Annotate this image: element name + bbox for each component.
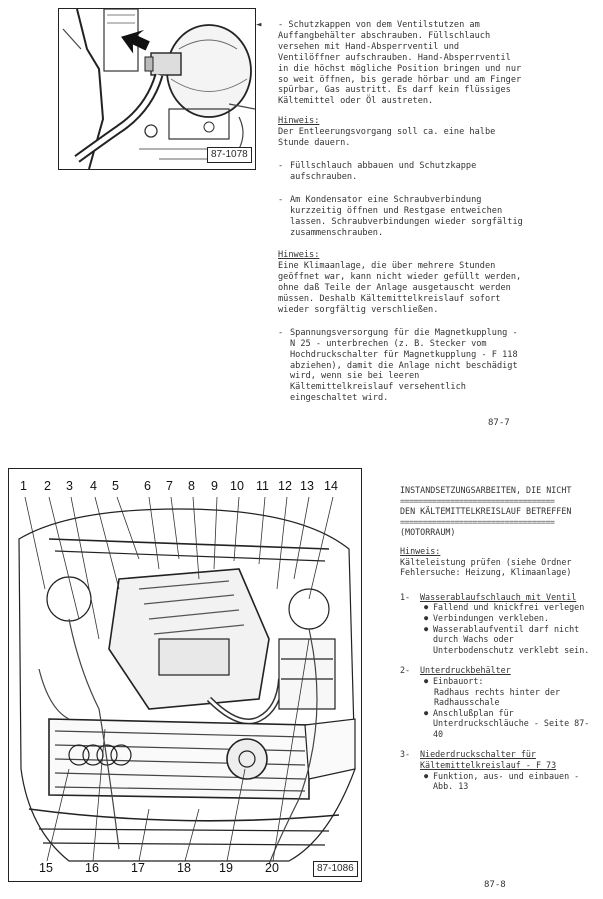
- callout-label: 8: [188, 479, 195, 493]
- hinweis-block-1: [278, 116, 524, 149]
- hinweis-label-2: Hinweis:: [278, 250, 320, 261]
- legend-bullet: ● Verbindungen verkleben.: [424, 613, 596, 624]
- legend-item-number: 3-: [400, 749, 411, 760]
- callout-label: 11: [256, 479, 269, 493]
- legend-item-title: Wasserablaufschlauch mit Ventil: [420, 591, 577, 602]
- callout-label: 6: [144, 479, 151, 493]
- top-text-column: [256, 20, 524, 404]
- legend-bullet: ● Anschlußplan für Unterdruckschläuche - Seite 87-40: [424, 708, 596, 740]
- callout-label: 2: [44, 479, 51, 493]
- step-item: - Am Kondensator eine Schraubverbindung kurzzeitig öffnen und Restgase entweichen lassen. Schraubverbindungen wieder sorgfältig zusammenschrauben.: [278, 194, 523, 238]
- step-item: - Spannungsversorgung für die Magnetkupplung - N 25 - unterbrechen (z. B. Stecker vom Hochdruckschalter für Magnetkupplung - F 118 abziehen), damit die Anlage nicht beschädigt wird, wenn sie bei leeren Kältemittelkreislauf versehentlich eingeschaltet wird.: [278, 327, 518, 404]
- heading-separator: ==================================: [400, 516, 555, 527]
- hinweis-text: Kälteleistung prüfen (siehe Ordner Fehlersuche: Heizung, Klimaanlage): [400, 556, 572, 578]
- callout-label: 5: [112, 479, 119, 493]
- legend-bullet-detail: Radhaus rechts hinter der Radhausschale: [434, 686, 561, 708]
- callout-label: 13: [300, 479, 314, 493]
- legend-item-number: 1-: [400, 591, 411, 602]
- callout-label: 7: [166, 479, 173, 493]
- figure-engine-bay: [8, 468, 362, 882]
- page-number-top: 87-7: [488, 418, 510, 428]
- section-heading-1: INSTANDSETZUNGSARBEITEN, DIE NICHT: [400, 485, 572, 495]
- figure-tag-top: 87-1078: [207, 147, 252, 163]
- legend-item: [400, 665, 596, 739]
- callout-label: 1: [20, 479, 27, 493]
- legend-column: [400, 485, 596, 792]
- legend-item: [400, 592, 596, 656]
- callout-label: 12: [278, 479, 292, 493]
- legend-item-title: Niederdruckschalter für Kältemittelkreislauf - F 73: [420, 749, 557, 771]
- engine-bay-illustration: [9, 469, 361, 881]
- callout-label: 16: [85, 861, 99, 875]
- section-heading-2: DEN KÄLTEMITTELKREISLAUF BETREFFEN: [400, 506, 572, 517]
- legend-bullet: ● Funktion, aus- und einbauen - Abb. 13: [424, 771, 596, 792]
- figure-tag-bottom: 87-1086: [313, 861, 358, 877]
- callout-label: 14: [324, 479, 338, 493]
- legend-bullet: ● Fallend und knickfrei verlegen: [424, 602, 596, 613]
- legend-bullet: ● Einbauort:: [424, 676, 596, 687]
- hinweis-block-2: [278, 250, 524, 315]
- figure-valve-detail: [58, 8, 256, 170]
- callout-label: 3: [66, 479, 73, 493]
- callout-label: 18: [177, 861, 191, 875]
- instruction-paragraph: - Schutzkappen von dem Ventilstutzen am Auffangbehälter abschrauben. Füllschlauch versehen mit Hand-Absperrventil und Ventilöffner aufschrauben. Hand-Absperrventil in die höchst mögliche Position bringen und nur so weit öffnen, bis gerade hörbar und am Finger spürbar, Gas austritt. Es darf kein flüssiges Kältemittel oder Öl austreten.: [278, 20, 522, 107]
- valve-illustration: [59, 9, 255, 169]
- step-item: - Füllschlauch abbauen und Schutzkappe aufschrauben.: [278, 160, 477, 182]
- heading-separator: ==================================: [400, 495, 555, 506]
- arrow-pointer-icon: ◄: [256, 20, 262, 30]
- callout-label: 15: [39, 861, 53, 875]
- legend-item-number: 2-: [400, 665, 411, 676]
- hinweis-text-2: Eine Klimaanlage, die über mehrere Stunden geöffnet war, kann nicht wieder gefüllt werden, ohne daß Teile der Anlage ausgetauscht werden müssen. Deshalb Kältemittelkreislauf sofort wieder sorgfältig verschließen.: [278, 261, 522, 315]
- legend-item-title: Unterdruckbehälter: [420, 665, 511, 676]
- legend-bullet: ● Wasserablaufventil darf nicht durch Wachs oder Unterbodenschutz verklebt sein.: [424, 624, 596, 656]
- callout-label: 10: [230, 479, 244, 493]
- callout-label: 17: [131, 861, 145, 875]
- hinweis-label-1: Hinweis:: [278, 116, 320, 127]
- hinweis-text-1: Der Entleerungsvorgang soll ca. eine halbe Stunde dauern.: [278, 127, 496, 149]
- section-subheading: (MOTORRAUM): [400, 527, 456, 538]
- callout-label: 20: [265, 861, 279, 875]
- legend-item: [400, 749, 596, 791]
- hinweis-label: Hinweis:: [400, 545, 441, 556]
- callout-label: 19: [219, 861, 233, 875]
- page-number-bottom: 87-8: [484, 880, 506, 890]
- callout-label: 9: [211, 479, 218, 493]
- callout-label: 4: [90, 479, 97, 493]
